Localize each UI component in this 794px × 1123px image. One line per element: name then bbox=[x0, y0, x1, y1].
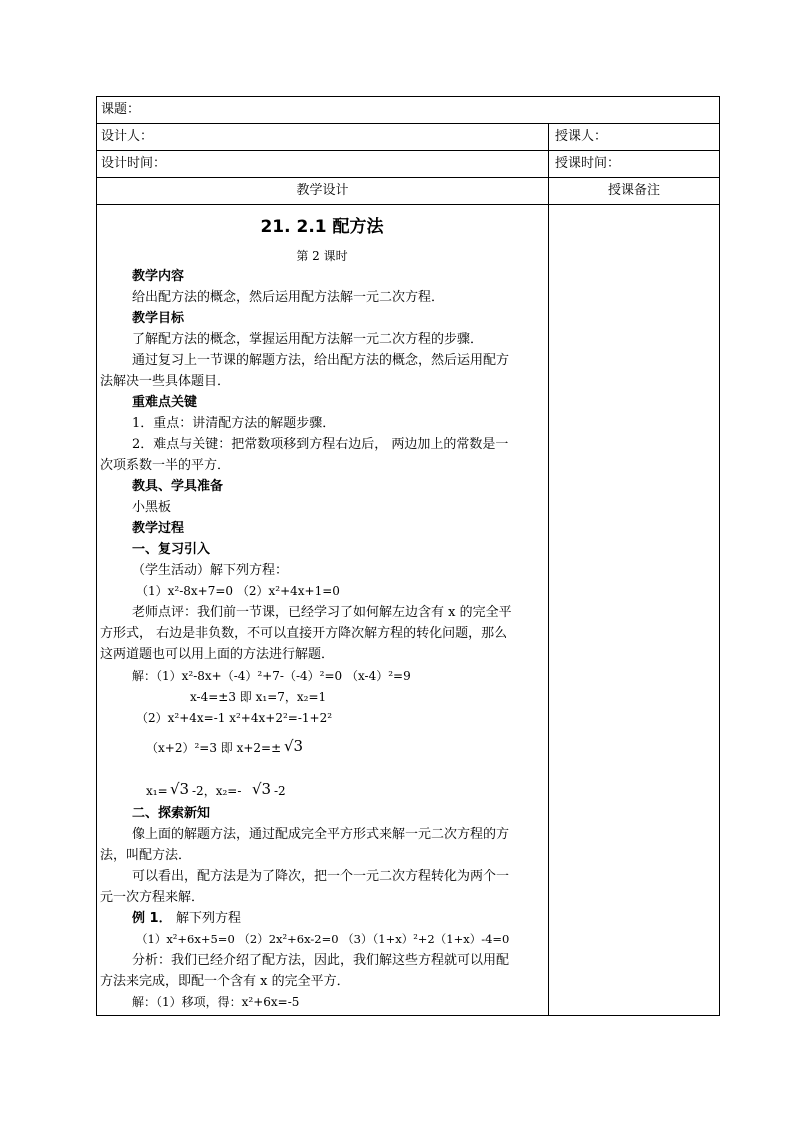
solution-line: x₁= bbox=[146, 784, 168, 798]
paragraph: 这两道题也可以用上面的方法进行解题． bbox=[100, 647, 335, 662]
lesson-title: 21. 2.1 配方法 bbox=[260, 217, 384, 237]
solution-line: -2，x₂=- bbox=[192, 784, 242, 798]
equation-line: （1）x²+6x+5=0 （2）2x²+6x-2=0 （3）（1+x）²+2（1+x）-4=0 bbox=[136, 932, 510, 946]
solution-line: -2 bbox=[274, 784, 286, 798]
row-divider bbox=[96, 123, 720, 124]
table-border-top bbox=[96, 96, 720, 97]
topic-label: 课题： bbox=[101, 102, 141, 117]
column-divider bbox=[548, 123, 549, 1016]
notes-column-header: 授课备注 bbox=[607, 183, 660, 198]
paragraph: 法，叫配方法． bbox=[100, 848, 192, 863]
row-divider bbox=[96, 150, 720, 151]
subsection-heading: 一、复习引入 bbox=[132, 542, 211, 557]
solution-line: （2）x²+4x=-1 x²+4x+2²=-1+2² bbox=[136, 711, 333, 725]
lesson-subtitle: 第 2 课时 bbox=[296, 249, 348, 263]
sqrt-three: √3 bbox=[170, 780, 190, 798]
paragraph: 小黑板 bbox=[132, 500, 172, 515]
paragraph: 像上面的解题方法，通过配成完全平方形式来解一元二次方程的方 bbox=[132, 827, 510, 842]
row-divider bbox=[96, 204, 720, 205]
table-border-bottom bbox=[96, 1015, 720, 1016]
sqrt-three: √3 bbox=[252, 780, 272, 798]
solution-line: 解：（1）移项，得：x²+6x=-5 bbox=[132, 995, 300, 1009]
teach-time-label: 授课时间： bbox=[555, 156, 621, 171]
solution-line: x-4=±3 即 x₁=7，x₂=1 bbox=[190, 690, 327, 704]
paragraph: 了解配方法的概念，掌握运用配方法解一元二次方程的步骤． bbox=[132, 332, 484, 347]
teacher-label: 授课人： bbox=[555, 129, 608, 144]
sqrt-three: √3 bbox=[284, 737, 304, 755]
section-heading: 重难点关键 bbox=[132, 395, 198, 410]
design-time-label: 设计时间： bbox=[101, 156, 167, 171]
design-column-header: 教学设计 bbox=[296, 183, 349, 198]
paragraph: （学生活动）解下列方程： bbox=[132, 563, 289, 578]
paragraph: 老师点评：我们前一节课，已经学习了如何解左边含有 x 的完全平 bbox=[132, 605, 512, 620]
paragraph: 通过复习上一节课的解题方法，给出配方法的概念，然后运用配方 bbox=[132, 353, 510, 368]
solution-line: 解：（1）x²-8x+（-4）²+7-（-4）²=0 （x-4）²=9 bbox=[132, 669, 411, 683]
subsection-heading: 二、探索新知 bbox=[132, 806, 211, 821]
paragraph: 可以看出，配方法是为了降次，把一个一元二次方程转化为两个一 bbox=[132, 869, 510, 884]
example-heading: 例 1． bbox=[132, 911, 172, 926]
section-heading: 教具、学具准备 bbox=[132, 479, 224, 494]
paragraph: 方形式， 右边是非负数，不可以直接开方降次解方程的转化问题，那么 bbox=[100, 626, 508, 641]
table-border-right bbox=[719, 96, 720, 1016]
section-heading: 教学过程 bbox=[132, 521, 185, 536]
lesson-content bbox=[100, 206, 544, 1012]
paragraph: 元一次方程来解． bbox=[100, 890, 205, 905]
paragraph: 给出配方法的概念，然后运用配方法解一元二次方程． bbox=[132, 290, 445, 305]
solution-line: （x+2）²=3 即 x+2=± bbox=[146, 741, 282, 755]
designer-label: 设计人： bbox=[101, 129, 154, 144]
paragraph: 方法来完成，即配一个含有 x 的完全平方． bbox=[100, 974, 350, 989]
paragraph: 2．难点与关键：把常数项移到方程右边后， 两边加上的常数是一 bbox=[132, 437, 509, 452]
table-border-left bbox=[96, 96, 97, 1016]
equation-line: （1）x²-8x+7=0 （2）x²+4x+1=0 bbox=[136, 584, 340, 598]
example-title: 解下列方程 bbox=[176, 911, 242, 926]
section-heading: 教学目标 bbox=[132, 311, 185, 326]
paragraph: 法解决一些具体题目． bbox=[100, 374, 231, 389]
paragraph: 次项系数一半的平方． bbox=[100, 458, 231, 473]
section-heading: 教学内容 bbox=[132, 269, 185, 284]
paragraph: 分析：我们已经介绍了配方法，因此，我们解这些方程就可以用配 bbox=[132, 953, 510, 968]
paragraph: 1．重点：讲清配方法的解题步骤． bbox=[132, 416, 336, 431]
